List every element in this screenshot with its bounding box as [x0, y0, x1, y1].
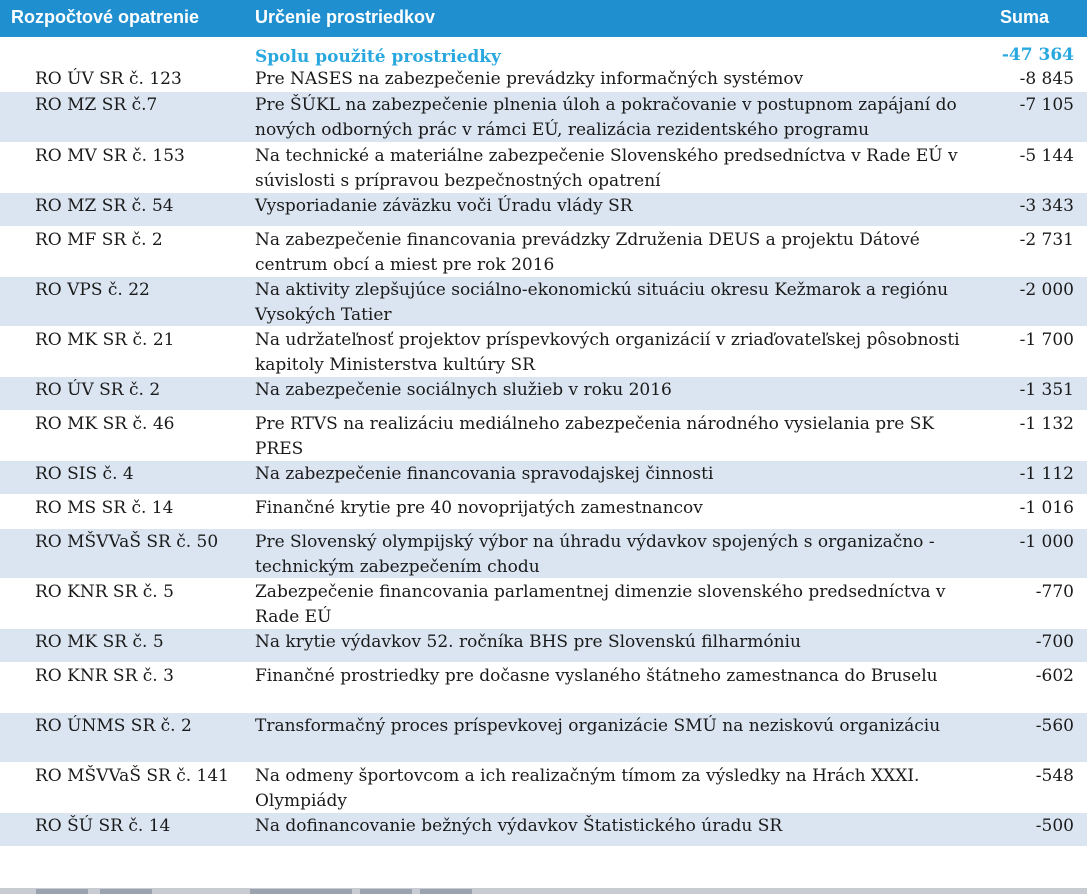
- table-row: [0, 143, 1087, 193]
- row-budget-measure: RO MS SR č. 14: [35, 498, 174, 518]
- row-budget-measure: RO MV SR č. 153: [35, 146, 185, 166]
- table-row: [0, 495, 1087, 529]
- taskbar-button[interactable]: [250, 889, 302, 894]
- row-purpose: Na zabezpečenie sociálnych služieb v roku 2016: [255, 380, 672, 400]
- row-budget-measure: RO MK SR č. 21: [35, 330, 175, 350]
- row-purpose: Pre ŠÚKL na zabezpečenie plnenia úloh a pokračovanie v postupnom zapájaní do nových odborných prác v rámci EÚ, realizácia rezidentského programu: [255, 95, 957, 140]
- row-purpose: Na technické a materiálne zabezpečenie Slovenského predsedníctva v Rade EÚ v súvislosti s prípravou bezpečnostných opatrení: [255, 146, 958, 191]
- table-row: [0, 461, 1087, 495]
- row-amount: -1 351: [1019, 380, 1074, 400]
- row-amount: -5 144: [1019, 146, 1074, 166]
- row-budget-measure: RO KNR SR č. 3: [35, 666, 174, 686]
- table-row: [0, 529, 1087, 579]
- row-amount: -7 105: [1019, 95, 1074, 115]
- table-row: [0, 92, 1087, 143]
- table-row: [0, 629, 1087, 663]
- row-amount: -1 112: [1019, 464, 1074, 484]
- row-purpose: Transformačný proces príspevkovej organizácie SMÚ na neziskovú organizáciu: [255, 716, 941, 736]
- row-purpose: Na zabezpečenie financovania prevádzky Združenia DEUS a projektu Dátové centrum obcí a miest pre rok 2016: [255, 230, 920, 275]
- row-amount: -548: [1035, 766, 1074, 786]
- row-purpose: Na dofinancovanie bežných výdavkov Štatistického úradu SR: [255, 816, 783, 836]
- table-row: [0, 277, 1087, 327]
- row-purpose: Pre NASES na zabezpečenie prevádzky informačných systémov: [255, 69, 804, 89]
- row-amount: -1 132: [1019, 414, 1074, 434]
- row-purpose: Finančné krytie pre 40 novoprijatých zamestnancov: [255, 498, 703, 518]
- table-row: [0, 327, 1087, 377]
- row-amount: -2 731: [1019, 230, 1074, 250]
- table-header: [0, 0, 1087, 37]
- table-row: [0, 763, 1087, 813]
- row-budget-measure: RO ÚNMS SR č. 2: [35, 716, 192, 736]
- table-row: [0, 193, 1087, 227]
- row-purpose: Pre RTVS na realizáciu mediálneho zabezpečenia národného vysielania pre SK PRES: [255, 414, 935, 459]
- header-amount: Suma: [999, 7, 1049, 27]
- table-row: [0, 227, 1087, 277]
- row-budget-measure: RO MŠVVaŠ SR č. 50: [35, 532, 219, 552]
- header-purpose: Určenie prostriedkov: [255, 7, 436, 27]
- row-budget-measure: RO MZ SR č. 54: [35, 196, 174, 216]
- row-amount: -1 016: [1019, 498, 1074, 518]
- row-amount: -770: [1035, 582, 1074, 602]
- taskbar-button[interactable]: [100, 889, 152, 894]
- row-budget-measure: RO KNR SR č. 5: [35, 582, 174, 602]
- table-row: [0, 377, 1087, 411]
- row-amount: -8 845: [1019, 69, 1074, 89]
- row-amount: -500: [1035, 816, 1074, 836]
- row-purpose: Na zabezpečenie financovania spravodajskej činnosti: [255, 464, 714, 484]
- total-label: Spolu použité prostriedky: [255, 47, 501, 67]
- table-row: [0, 663, 1087, 713]
- row-purpose: Na odmeny športovcom a ich realizačným tímom za výsledky na Hrách XXXI. Olympiády: [255, 766, 920, 811]
- table-body: [0, 66, 1087, 847]
- row-purpose: Finančné prostriedky pre dočasne vyslaného štátneho zamestnanca do Bruselu: [255, 666, 938, 686]
- total-row: [0, 37, 1087, 66]
- row-purpose: Na udržateľnosť projektov príspevkových organizácií v zriaďovateľskej pôsobnosti kapitoly Ministerstva kultúry SR: [255, 330, 960, 375]
- row-budget-measure: RO VPS č. 22: [35, 280, 150, 300]
- row-amount: -1 700: [1019, 330, 1074, 350]
- row-amount: -2 000: [1019, 280, 1074, 300]
- total-amount: -47 364: [1001, 45, 1074, 65]
- header-budget-measure: Rozpočtové opatrenie: [11, 7, 200, 27]
- row-amount: -3 343: [1019, 196, 1074, 216]
- row-budget-measure: RO MK SR č. 5: [35, 632, 164, 652]
- row-purpose: Vysporiadanie záväzku voči Úradu vlády SR: [255, 196, 633, 216]
- taskbar-button[interactable]: [300, 889, 352, 894]
- row-purpose: Na krytie výdavkov 52. ročníka BHS pre Slovenskú filharmóniu: [255, 632, 801, 652]
- row-budget-measure: RO MK SR č. 46: [35, 414, 175, 434]
- row-budget-measure: RO ÚV SR č. 123: [35, 69, 182, 89]
- row-purpose: Zabezpečenie financovania parlamentnej dimenzie slovenského predsedníctva v Rade EÚ: [255, 582, 946, 627]
- taskbar: [0, 888, 1087, 894]
- taskbar-button[interactable]: [420, 889, 472, 894]
- row-budget-measure: RO ŠÚ SR č. 14: [35, 816, 171, 836]
- taskbar-button[interactable]: [36, 889, 88, 894]
- table-row: [0, 411, 1087, 461]
- row-purpose: Na aktivity zlepšujúce sociálno-ekonomickú situáciu okresu Kežmarok a regiónu Vysokých Tatier: [255, 280, 949, 325]
- table-row: [0, 66, 1087, 92]
- row-amount: -560: [1035, 716, 1074, 736]
- row-budget-measure: RO MZ SR č.7: [35, 95, 158, 115]
- row-amount: -1 000: [1019, 532, 1074, 552]
- table-row: [0, 813, 1087, 847]
- row-amount: -602: [1035, 666, 1074, 686]
- table-row: [0, 713, 1087, 763]
- row-budget-measure: RO ÚV SR č. 2: [35, 380, 161, 400]
- row-budget-measure: RO MF SR č. 2: [35, 230, 163, 250]
- row-amount: -700: [1035, 632, 1074, 652]
- row-budget-measure: RO MŠVVaŠ SR č. 141: [35, 766, 229, 786]
- row-budget-measure: RO SIS č. 4: [35, 464, 134, 484]
- table-row: [0, 579, 1087, 629]
- taskbar-button[interactable]: [360, 889, 412, 894]
- row-purpose: Pre Slovenský olympijský výbor na úhradu výdavkov spojených s organizačno - technickým zabezpečením chodu: [255, 532, 935, 577]
